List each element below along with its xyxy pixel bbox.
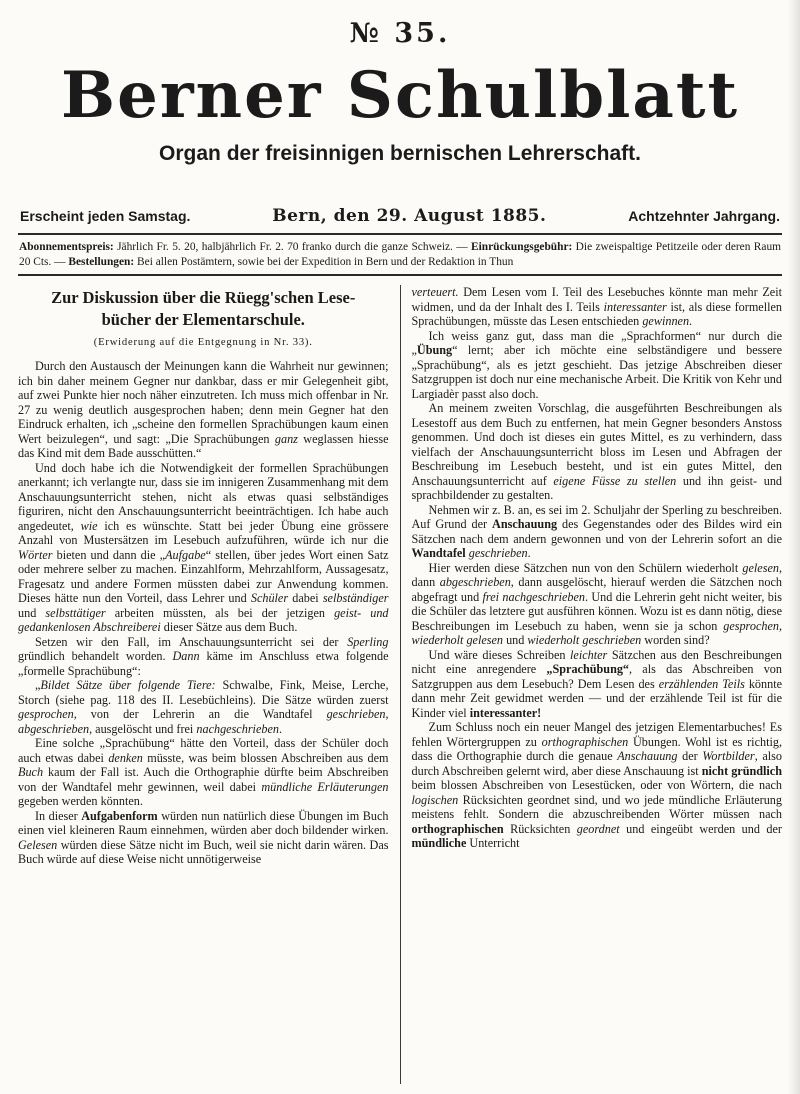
paragraph: Setzen wir den Fall, im Anschauungsunterricht sei der Sperling gründlich behandelt worden. Dann käme im Anschluss etwa folgende „formelle Sprachübung“:: [18, 634, 389, 678]
left-column: [18, 285, 400, 1084]
italic-emphasis: gelesen: [742, 560, 779, 575]
paragraph: Nehmen wir z. B. an, es sei im 2. Schuljahr der Sperling zu beschreiben. Auf Grund der Anschauung des Gegenstandes oder des Bildes wird ein Sätzchen nach dem andern gewonnen und von der Lehrerin sofort an die Wandtafel geschrieben.: [411, 502, 782, 561]
bold-emphasis: nicht gründlich: [701, 763, 782, 778]
paragraph: An meinem zweiten Vorschlag, die ausgeführten Beschreibungen als Lesestoff aus dem Buch zu entfernen, hat mein Gegner besonders Anstoss genommen. Und doch ist dieses ein gutes Mittel, es zu verhindern, dass vielfach der Anschauungsunterricht bloss im Lesen und Abfragen der Beschreibung im Lesebuch besteht, und ist ein gutes Mittel, den Anschauungsunterricht auf eigene Füsse zu stellen und ihn geist- und sprachbildender zu gestalten.: [411, 401, 782, 503]
article-columns: [18, 285, 782, 1084]
volume-label: Achtzehnter Jahrgang.: [628, 208, 780, 225]
bold-emphasis: „Sprachübung“: [546, 662, 630, 677]
paragraph: Eine solche „Sprachübung“ hätte den Vorteil, dass der Schüler doch auch etwas dabei denken müsste, was beim blossen Abschreiben aus dem Buch kaum der Fall ist. Auch die Orthographie dürfte beim Abschreiben von der Wandtafel mehr gewinnen, weil dabei mündliche Erläuterungen gegeben werden könnten.: [18, 736, 389, 809]
issue-number: № 35.: [349, 18, 451, 49]
italic-emphasis: orthographischen: [541, 734, 629, 749]
paragraph: „Bildet Sätze über folgende Tiere: Schwalbe, Fink, Meise, Lerche, Storch (siehe pag. 118 des II. Lesebüchleins). Die Sätze würden zuerst gesprochen, von der Lehrerin an die Wandtafel geschrieben, abgeschrieben, ausgelöscht und frei nachgeschrieben.: [18, 678, 389, 736]
paragraph: Durch den Austausch der Meinungen kann die Wahrheit nur gewinnen; ich bin daher meinem Gegner nur dankbar, dass er mir Gelegenheit gibt, auf zwei Punkte hier noch näher einzutreten. Ich muss mich offenbar in Nr. 27 zu wenig deutlich ausgesprochen haben; denn mein Gegner hat den Eindruck erhalten, ich „scheine den formellen Sprachübungen kaum einen Wert beizulegen“, und sagt: „Die Sprachübungen ganz weglassen hiesse das Kind mit dem Bade ausschütten.“: [18, 359, 389, 461]
article-subtitle: (Erwiderung auf die Entgegnung in Nr. 33).: [93, 336, 313, 348]
left-column-text: [18, 359, 389, 867]
right-column-text: [412, 285, 783, 851]
bottom-rule: [18, 274, 782, 276]
right-column: [401, 285, 783, 1084]
paragraph: Und wäre dieses Schreiben leichter Sätzchen aus den Beschreibungen nicht eine anregendere „Sprachübung“, als das Abschreiben von Satzgruppen aus dem Lesebuch? Dem Lesen des erzählenden Teils könnte dann mehr Zeit gewidmet werden — und der erzählende Teil ist für die Kinder viel interessanter!: [411, 647, 782, 720]
italic-emphasis: gesprochen, wiederholt gelesen: [411, 618, 782, 648]
italic-emphasis: Dann: [172, 649, 200, 664]
italic-emphasis: Anschauung: [617, 749, 678, 764]
italic-emphasis: selbsttätiger: [45, 605, 106, 620]
bold-emphasis: Übung: [416, 343, 453, 358]
newspaper-title: Berner Schulblatt: [61, 58, 739, 133]
italic-emphasis: geist- und gedankenlosen Abschreiberei: [18, 605, 389, 635]
newspaper-subtitle: Organ der freisinnigen bernischen Lehrerschaft.: [159, 142, 641, 166]
paragraph: In dieser Aufgabenform würden nun natürlich diese Übungen im Buch einen viel kleineren Raum einnehmen, würden aber doch bildender wirken. Gelesen würden diese Sätze nicht im Buch, weil sie nicht darin wären. Das Buch würde auf diese Weise nicht unnötigerweise: [18, 808, 389, 867]
italic-emphasis: wiederholt geschrieben: [527, 633, 642, 648]
italic-emphasis: geschrieben: [468, 546, 528, 561]
bold-emphasis: Einrückungsgebühr:: [471, 241, 573, 254]
italic-emphasis: Sperling: [347, 634, 389, 649]
italic-emphasis: Buch: [18, 765, 44, 780]
italic-emphasis: leichter: [570, 647, 608, 662]
italic-emphasis: verteuert.: [411, 285, 459, 300]
bold-emphasis: Abonnementspreis:: [19, 241, 114, 254]
paragraph: verteuert. Dem Lesen vom I. Teil des Lesebuches könnte man mehr Zeit widmen, und da der Inhalt des I. Teils interessanter ist, als diese formellen Sprachübungen, müsste das Lesen entschieden gewinnen.: [411, 285, 782, 329]
italic-emphasis: geschrieben, abgeschrieben: [18, 707, 389, 736]
bold-emphasis: orthographischen: [411, 821, 504, 836]
paragraph: Ich weiss ganz gut, dass man die „Sprachformen“ nur durch die „Übung“ lernt; aber ich möchte eine selbständigere und bessere „Sprachübung“, als es jetzt geschieht. Das jetzige Abschreiben dieser Satzgruppen ist doch nur eine mechanische Arbeit. Die Kritik von Kehr und Largiadèr passt also doch.: [411, 328, 782, 401]
italic-emphasis: logischen: [411, 792, 459, 807]
italic-emphasis: eigene Füsse zu stellen: [553, 473, 677, 488]
publication-date: Bern, den 29. August 1885.: [272, 206, 547, 227]
bold-emphasis: Aufgabenform: [81, 808, 158, 823]
italic-emphasis: Bildet Sätze über folgende Tiere:: [40, 678, 216, 693]
dateline: [18, 206, 782, 226]
top-rule: [18, 233, 782, 235]
italic-emphasis: interessanter: [603, 299, 667, 314]
italic-emphasis: Wörter: [18, 547, 53, 562]
publication-schedule: Erscheint jeden Samstag.: [20, 208, 191, 225]
italic-emphasis: gesprochen: [18, 707, 74, 722]
italic-emphasis: abgeschrieben: [439, 575, 511, 590]
article-title: Zur Diskussion über die Rüegg'schen Lese- bücher der Elementarschule.: [51, 288, 356, 330]
bold-emphasis: Anschauung: [492, 517, 558, 532]
italic-emphasis: wie: [80, 518, 98, 533]
italic-emphasis: Gelesen: [18, 837, 58, 852]
italic-emphasis: gewinnen: [642, 314, 690, 329]
paragraph: Zum Schluss noch ein neuer Mangel des jetzigen Elementarbuches! Es fehlen Wörtergruppen zu orthographischen Übungen. Wohl ist es richtig, dass die Orthographie durch die genaue Anschauung der Wortbilder, also durch Abschreiben gelernt wird, aber diese Anschauung ist nicht gründlich beim blossen Abschreiben von Lesestücken, oder von Wörtern, die nach logischen Rücksichten geordnet sind, und wo jede mündliche Erläuterung meistens fehlt. Sondern die abzuschreibenden Wörter müssen nach orthographischen Rücksichten geordnet und eingeübt werden und der mündliche Unterricht: [411, 720, 782, 851]
bold-emphasis: interessanter!: [469, 705, 542, 720]
italic-emphasis: Schüler: [250, 591, 289, 606]
paragraph: Hier werden diese Sätzchen nun von den Schülern wiederholt gelesen, dann abgeschrieben, dann ausgelöscht, hierauf werden die Sätzchen noch abgefragt und frei nachgeschrieben. Und die Lehrerin geht nicht weiter, bis die Schüler das letztere gut ausführen können. Wozu ist es dann nötig, diese Beschreibungen im Lesebuch zu haben, wenn sie ja schon gesprochen, wiederholt gelesen und wiederholt geschrieben worden sind?: [411, 560, 782, 648]
italic-emphasis: nachgeschrieben: [196, 721, 279, 736]
bold-emphasis: mündliche: [411, 836, 467, 851]
italic-emphasis: mündliche Erläuterungen: [261, 779, 389, 794]
bold-emphasis: Bestellungen:: [68, 255, 135, 268]
subscription-notice: Abonnementspreis: Jährlich Fr. 5. 20, halbjährlich Fr. 2. 70 franko durch die ganze Schweiz. — Einrückungsgebühr: Die zweispaltige Petitzeile oder deren Raum 20 Cts. — Bestellungen: Bei allen Postämtern, sowie bei der Expedition in Bern und der Redaktion in Thun: [19, 241, 782, 268]
italic-emphasis: ganz: [274, 431, 298, 446]
italic-emphasis: selbständiger: [322, 591, 389, 606]
italic-emphasis: erzählenden Teils: [658, 676, 745, 691]
italic-emphasis: frei nachgeschrieben: [482, 589, 585, 604]
paragraph: Und doch habe ich die Notwendigkeit der formellen Sprachübungen anerkannt; ich verlangte nur, dass sie im innigeren Zusammenhang mit dem Anschauungsunterricht stehen, nicht als etwas quasi selbständiges figuriren, nicht den Anschauungsunterricht beeinträchtigen. Ich habe auch angedeutet, wie ich es wünschte. Statt bei jeder Übung eine grössere Anzahl von Mustersätzen im Lesebuch aufzuführen, würde ich nur die Wörter bieten und dann die „Aufgabe“ stellen, über jedes Wort einen Satz oder mehrere selber zu machen. Einzahlform, Mehrzahlform, Aussagesatz, Fragesatz und andere Formen müssten dabei zur Anwendung kommen. Dieses hätte nun den Vorteil, dass Lehrer und Schüler dabei selbständiger und selbsttätiger arbeiten müssten, als bei der jetzigen geist- und gedankenlosen Abschreiberei dieser Sätze aus dem Buch.: [18, 460, 389, 635]
italic-emphasis: geordnet: [576, 821, 620, 836]
bold-emphasis: Wandtafel: [411, 546, 466, 561]
italic-emphasis: Wortbilder: [702, 749, 755, 764]
italic-emphasis: Aufgabe: [165, 547, 206, 562]
italic-emphasis: denken: [108, 750, 143, 765]
